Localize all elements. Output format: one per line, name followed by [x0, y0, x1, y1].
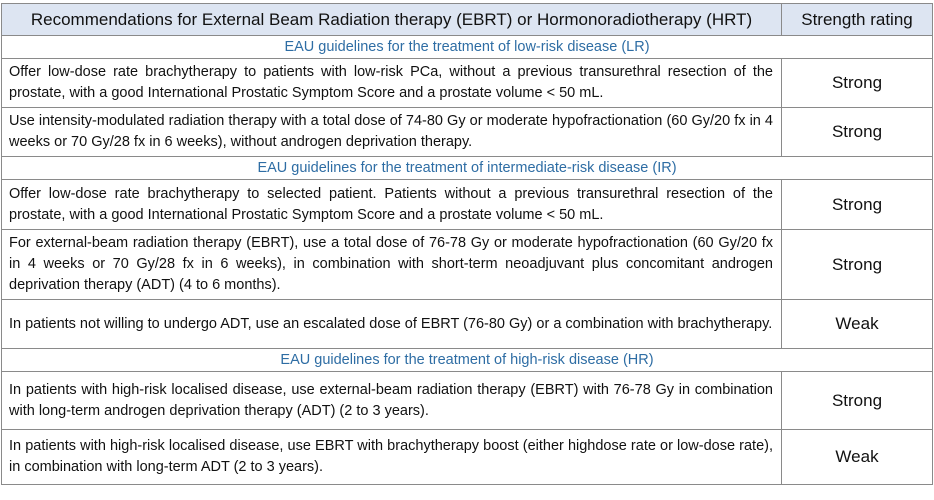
- section-header-intermediate-risk: [2, 157, 933, 180]
- strength-rating: Strong: [782, 372, 933, 430]
- recommendation-text: Offer low-dose rate brachytherapy to selected patient. Patients without a previous transurethral resection of the prostate, with a good International Prostatic Symptom Score and a prostate volume < 50 mL.: [2, 180, 782, 230]
- recommendation-text: In patients with high-risk localised disease, use EBRT with brachytherapy boost (either highdose rate or low-dose rate), in combination with long-term ADT (2 to 3 years).: [2, 430, 782, 485]
- strength-rating: Strong: [782, 59, 933, 108]
- strength-rating: Strong: [782, 108, 933, 157]
- section-title: EAU guidelines for the treatment of low-risk disease (LR): [2, 36, 933, 59]
- table-row: [2, 300, 933, 349]
- table-row: [2, 230, 933, 300]
- table-row: [2, 430, 933, 485]
- recommendation-text: For external-beam radiation therapy (EBRT), use a total dose of 76-78 Gy or moderate hypofractionation (60 Gy/20 fx in 4 weeks or 70 Gy/28 fx in 6 weeks), in combination with short-term neoadjuvant plus concomitant androgen deprivation therapy (ADT) (4 to 6 months).: [2, 230, 782, 300]
- strength-rating: Weak: [782, 300, 933, 349]
- recommendations-table: [1, 3, 933, 485]
- section-header-high-risk: [2, 349, 933, 372]
- section-title: EAU guidelines for the treatment of intermediate-risk disease (IR): [2, 157, 933, 180]
- recommendation-text: Use intensity-modulated radiation therapy with a total dose of 74-80 Gy or moderate hypofractionation (60 Gy/20 fx in 4 weeks or 70 Gy/28 fx in 6 weeks), without androgen deprivation therapy.: [2, 108, 782, 157]
- header-strength-rating: Strength rating: [782, 4, 933, 36]
- table-row: [2, 59, 933, 108]
- section-title: EAU guidelines for the treatment of high-risk disease (HR): [2, 349, 933, 372]
- section-header-low-risk: [2, 36, 933, 59]
- table-row: [2, 372, 933, 430]
- strength-rating: Weak: [782, 430, 933, 485]
- table-row: [2, 180, 933, 230]
- recommendation-text: In patients with high-risk localised disease, use external-beam radiation therapy (EBRT) with 76-78 Gy in combination with long-term androgen deprivation therapy (ADT) (2 to 3 years).: [2, 372, 782, 430]
- recommendation-text: Offer low-dose rate brachytherapy to patients with low-risk PCa, without a previous transurethral resection of the prostate, with a good International Prostatic Symptom Score and a prostate volume < 50 mL.: [2, 59, 782, 108]
- table-row: [2, 108, 933, 157]
- header-recommendations: Recommendations for External Beam Radiation therapy (EBRT) or Hormonoradiotherapy (HRT): [2, 4, 782, 36]
- table-header-row: [2, 4, 933, 36]
- recommendation-text: In patients not willing to undergo ADT, use an escalated dose of EBRT (76-80 Gy) or a combination with brachytherapy.: [2, 300, 782, 349]
- strength-rating: Strong: [782, 180, 933, 230]
- strength-rating: Strong: [782, 230, 933, 300]
